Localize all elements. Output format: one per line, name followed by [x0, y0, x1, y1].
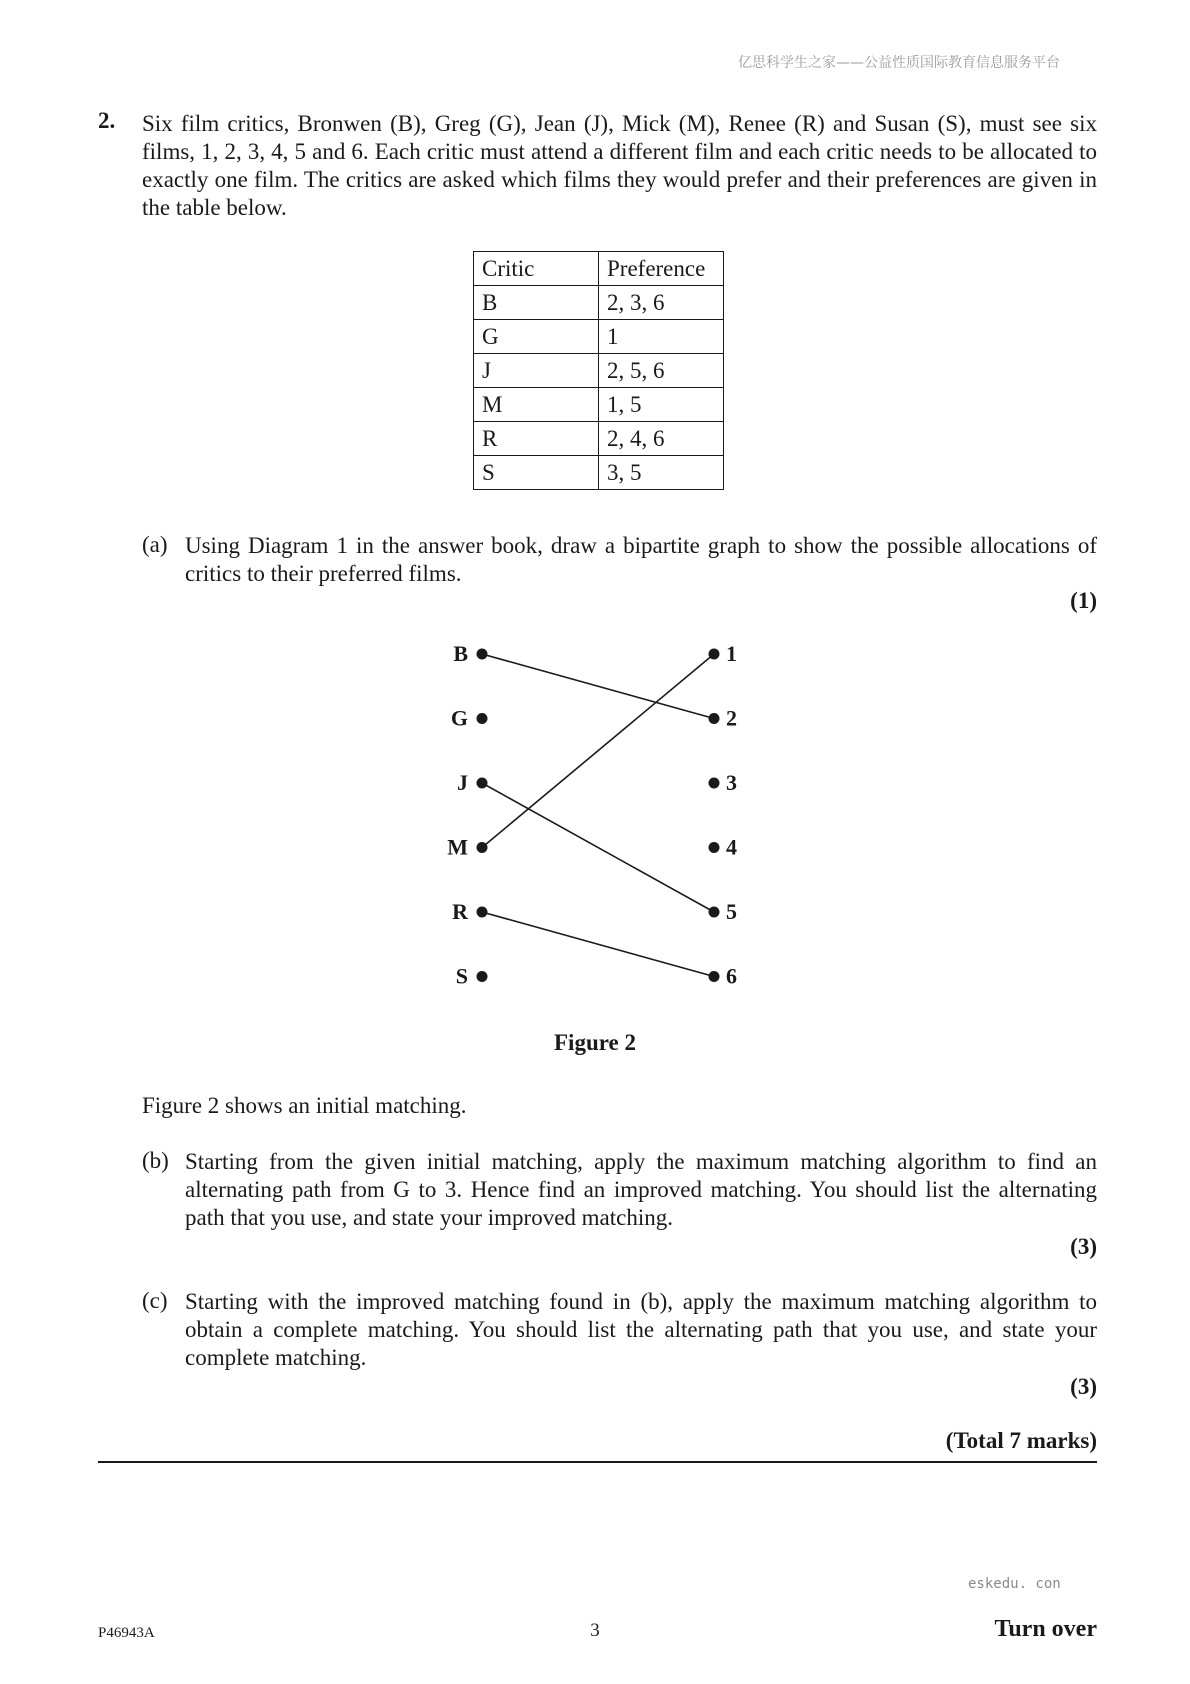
critic-label-m: M	[447, 834, 468, 860]
table-cell: M	[474, 388, 599, 422]
total-marks: (Total 7 marks)	[945, 1428, 1097, 1453]
table-cell: 2, 4, 6	[599, 422, 724, 456]
section-divider	[98, 1461, 1097, 1463]
table-row	[474, 388, 724, 422]
table-cell: G	[474, 320, 599, 354]
film-node-6	[709, 971, 720, 982]
film-label-3: 3	[726, 770, 737, 795]
film-label-6: 6	[726, 963, 737, 989]
film-node-5	[709, 907, 720, 918]
watermark-header: 亿思科学生之家——公益性质国际教育信息服务平台	[738, 55, 1060, 71]
part-c-marks: (3)	[1070, 1374, 1097, 1399]
critic-label-g: G	[450, 705, 468, 731]
part-b-text: Starting from the given initial matching, apply the maximum matching algorithm to find an alternating path from G to 3. Hence find an improved matching. You should list the alternating path that you use, and state your improved matching.	[185, 1149, 1097, 1230]
table-header: Preference	[599, 252, 724, 286]
critic-label-r: R	[452, 899, 468, 924]
matching-edge-j-5	[482, 783, 714, 912]
figure-caption: Figure 2	[554, 1030, 636, 1055]
table-row	[474, 286, 724, 320]
table-header-row	[474, 252, 724, 286]
critic-node-s	[477, 971, 488, 982]
paper-code: P46943A	[98, 1625, 155, 1641]
matching-edge-m-1	[482, 654, 714, 848]
table-cell: B	[474, 286, 599, 320]
table-cell: R	[474, 422, 599, 456]
table-cell: S	[474, 456, 599, 490]
question-number: 2.	[98, 108, 116, 133]
table-cell: 1	[599, 320, 724, 354]
film-node-2	[709, 713, 720, 724]
table-row	[474, 354, 724, 388]
table-cell: 3, 5	[599, 456, 724, 490]
film-label-2: 2	[726, 705, 737, 731]
film-node-4	[709, 842, 720, 853]
figure-note: Figure 2 shows an initial matching.	[142, 1093, 467, 1118]
table-row	[474, 320, 724, 354]
critic-label-s: S	[455, 963, 468, 989]
part-a-text: Using Diagram 1 in the answer book, draw a bipartite graph to show the possible allocations of critics to their preferred films.	[185, 533, 1097, 586]
matching-edge-r-6	[482, 912, 714, 977]
table-cell: J	[474, 354, 599, 388]
turn-over-label: Turn over	[994, 1616, 1097, 1642]
matching-edges	[482, 654, 714, 977]
film-nodes	[709, 641, 738, 989]
part-a-marks: (1)	[1070, 588, 1097, 613]
critic-node-b	[477, 649, 488, 660]
table-cell: 2, 3, 6	[599, 286, 724, 320]
film-label-5: 5	[726, 899, 737, 924]
part-b-marks: (3)	[1070, 1234, 1097, 1259]
critic-node-j	[477, 778, 488, 789]
critic-nodes	[447, 641, 487, 989]
film-node-3	[709, 778, 720, 789]
film-label-4: 4	[726, 834, 737, 860]
part-c-label: (c)	[142, 1288, 168, 1313]
part-c-text: Starting with the improved matching found in (b), apply the maximum matching algorithm to obtain a complete matching. You should list the alternating path that you use, and state your complete matching.	[185, 1289, 1097, 1370]
bipartite-graph-figure	[420, 630, 760, 1010]
watermark-footer: eskedu. con	[968, 1576, 1061, 1592]
table-cell: 1, 5	[599, 388, 724, 422]
critic-node-g	[477, 713, 488, 724]
question-intro: Six film critics, Bronwen (B), Greg (G), Jean (J), Mick (M), Renee (R) and Susan (S), must see six films, 1, 2, 3, 4, 5 and 6. Each critic must attend a different film and each critic needs to be allocated to exactly one film. The critics are asked which films they would prefer and their preferences are given in the table below.	[142, 111, 1097, 220]
film-label-1: 1	[726, 641, 737, 666]
part-a-label: (a)	[142, 532, 168, 557]
critic-label-j: J	[457, 770, 468, 795]
page-number: 3	[590, 1620, 600, 1641]
film-node-1	[709, 649, 720, 660]
table-cell: 2, 5, 6	[599, 354, 724, 388]
table-header: Critic	[474, 252, 599, 286]
part-b-label: (b)	[142, 1148, 169, 1173]
table-row	[474, 456, 724, 490]
matching-edge-b-2	[482, 654, 714, 719]
critic-node-m	[477, 842, 488, 853]
preference-table	[473, 251, 724, 490]
table-row	[474, 422, 724, 456]
critic-node-r	[477, 907, 488, 918]
critic-label-b: B	[453, 641, 468, 666]
